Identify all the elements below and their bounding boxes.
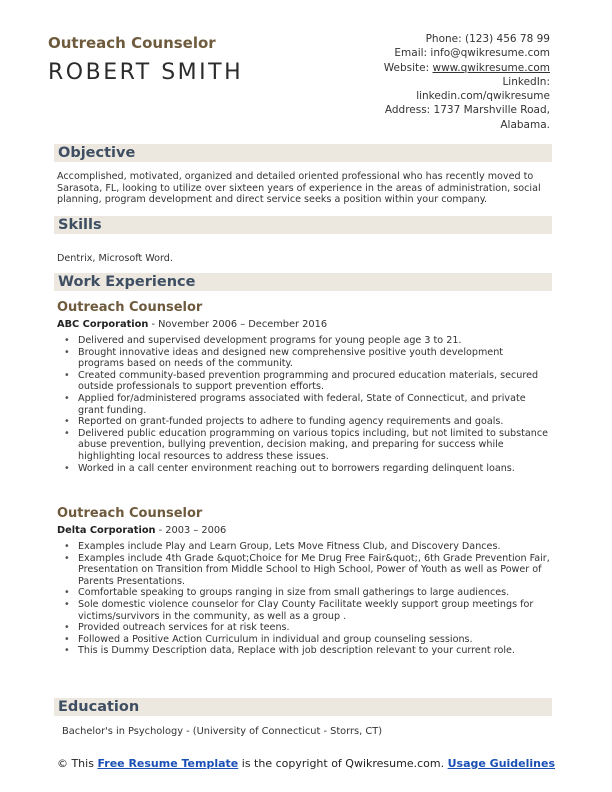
free-resume-template-link[interactable]: Free Resume Template [97, 757, 239, 770]
list-item: • Reported on grant-funded projects to adhere to funding agency requirements and goals. [62, 416, 552, 428]
list-item: • Applied for/administered programs associated with federal, State of Connecticut, and private grant funding. [62, 393, 552, 416]
job-1-title: Outreach Counselor [57, 300, 203, 315]
header-job-title: Outreach Counselor [48, 34, 216, 52]
list-item: • Followed a Positive Action Curriculum in individual and group counseling sessions. [62, 634, 552, 646]
job-2-dates: - 2003 – 2006 [155, 525, 227, 536]
website-link[interactable]: www.qwikresume.com [432, 61, 550, 74]
candidate-name: ROBERT SMITH [48, 60, 244, 85]
contact-address-line1: Address: 1737 Marshville Road, [384, 104, 550, 117]
list-item: • Created community-based prevention programming and procured education materials, secured outside professionals to support prevention efforts. [62, 370, 552, 393]
list-item: • This is Dummy Description data, Replace with job description relevant to your current role. [62, 645, 552, 657]
job-2-bullets [62, 541, 552, 657]
contact-website [320, 61, 550, 75]
footer-prefix: © This [56, 757, 98, 770]
job-1-company: ABC Corporation [57, 319, 149, 330]
list-item: • Delivered and supervised development programs for young people age 3 to 21. [62, 335, 552, 347]
list-item: • Examples include 4th Grade &quot;Choice for Me Drug Free Fair&quot;, 6th Grade Prevention Fair, Presentation on Transition from Middle School to High School, Power of Youth as well as Power of Parents Presentations. [62, 553, 552, 588]
skills-section-header [54, 216, 552, 234]
job-2-company: Delta Corporation [57, 525, 156, 536]
objective-heading: Objective [58, 145, 136, 161]
list-item: • Comfortable speaking to groups ranging in size from small gatherings to large audiences. [62, 587, 552, 599]
website-label: Website: [383, 61, 433, 74]
job-1-meta [57, 319, 327, 330]
work-heading: Work Experience [58, 274, 196, 290]
education-section-header [54, 698, 552, 716]
contact-phone: Phone: (123) 456 78 99 [425, 33, 550, 45]
job-1-bullets [62, 335, 552, 474]
education-heading: Education [58, 699, 140, 715]
job-2-title: Outreach Counselor [57, 506, 203, 521]
list-item: • Delivered public education programming on various topics including, but not limited to substance abuse prevention, bullying prevention, decision making, and preparing for success while highlighting local resources to address these issues. [62, 428, 552, 463]
contact-block [320, 32, 550, 132]
skills-text: Dentrix, Microsoft Word. [57, 253, 173, 264]
list-item: • Brought innovative ideas and designed new comprehensive positive youth development programs based on needs of the community. [62, 347, 552, 370]
contact-email: Email: info@qwikresume.com [394, 47, 550, 60]
list-item: • Examples include Play and Learn Group, Lets Move Fitness Club, and Discovery Dances. [62, 541, 552, 553]
list-item: • Worked in a call center environment reaching out to borrowers regarding delinquent loans. [62, 463, 552, 475]
list-item: • Provided outreach services for at risk teens. [62, 622, 552, 634]
job-2-meta [57, 525, 226, 536]
skills-heading: Skills [58, 217, 102, 233]
contact-address-line2: Alabama. [500, 118, 550, 131]
education-text: Bachelor's in Psychology - (University of Connecticut - Storrs, CT) [62, 726, 383, 737]
objective-text: Accomplished, motivated, organized and detailed oriented professional who has recently moved to Sarasota, FL, looking to utilize over sixteen years of experience in the areas of administration, social planning, program development and direct service seeks a position within your company. [57, 171, 541, 206]
usage-guidelines-link[interactable]: Usage Guidelines [447, 757, 556, 770]
list-item: • Sole domestic violence counselor for Clay County Facilitate weekly support group meetings for victims/survivors in the community, as well as a group . [62, 599, 552, 622]
objective-section-header [54, 144, 552, 162]
footer-middle: is the copyright of Qwikresume.com. [238, 757, 448, 770]
job-1-dates: - November 2006 – December 2016 [148, 319, 328, 330]
work-section-header [54, 273, 552, 291]
contact-linkedin-label: LinkedIn: [502, 75, 550, 88]
copyright-footer [0, 757, 612, 771]
contact-linkedin-value: linkedin.com/qwikresume [416, 90, 550, 103]
